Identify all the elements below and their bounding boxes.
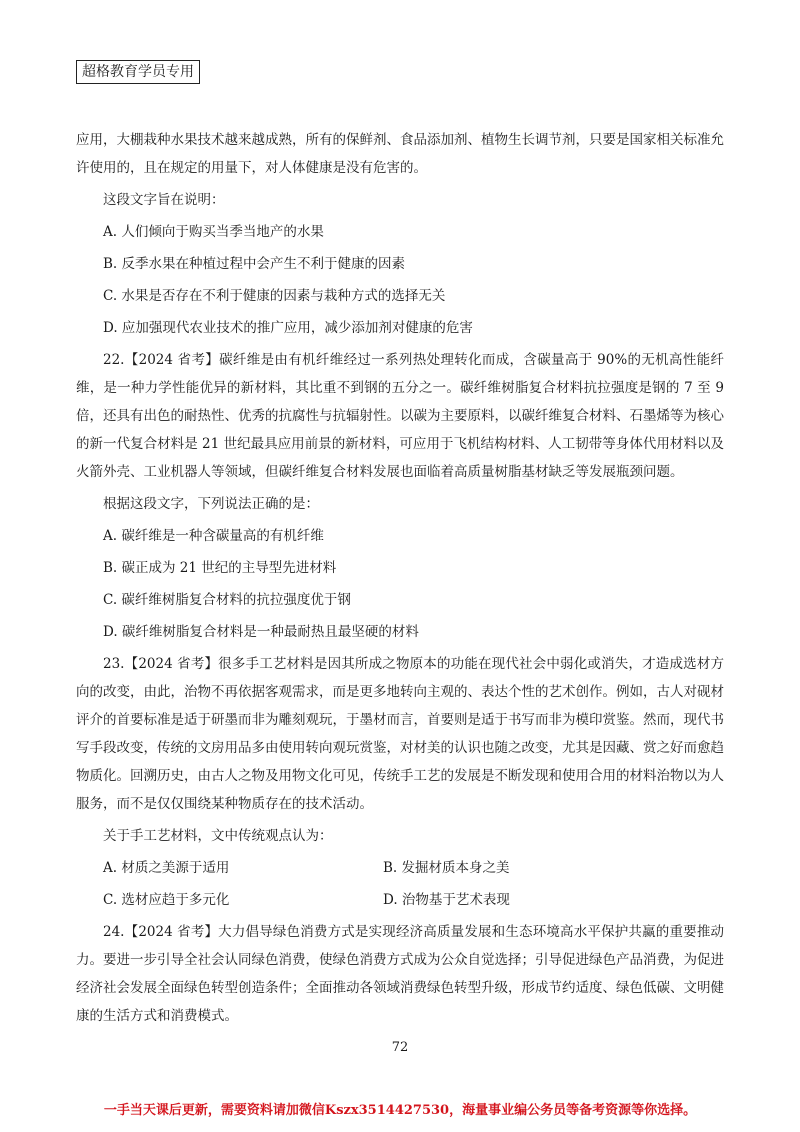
q22-option-c: C. 碳纤维树脂复合材料的抗拉强度优于钢: [103, 592, 351, 608]
q23-option-a: A. 材质之美源于适用: [103, 860, 230, 876]
q22-option-a: A. 碳纤维是一种含碳量高的有机纤维: [103, 528, 324, 544]
q24-stem: 24.【2024 省考】大力倡导绿色消费方式是实现经济高质量发展和生态环境高水平保护共赢的重要推动力。要进一步引导全社会认同绿色消费，使绿色消费方式成为公众自觉选择；引导促进绿色产品消费，为促进经济社会发展全面绿色转型创造条件；全面推动各领域消费绿色转型升级，形成节约适度、绿色低碳、文明健康的生活方式和消费模式。: [76, 924, 724, 1024]
q22-question: 根据这段文字，下列说法正确的是：: [103, 496, 319, 512]
intro-option-a: A. 人们倾向于购买当季当地产的水果: [103, 224, 324, 240]
intro-paragraph: 应用，大棚栽种水果技术越来越成熟，所有的保鲜剂、食品添加剂、植物生长调节剂，只要是国家相关标准允许使用的，且在规定的用量下，对人体健康是没有危害的。: [76, 132, 724, 176]
q23-options-row-2: [76, 886, 724, 914]
intro-option-d: D. 应加强现代农业技术的推广应用，减少添加剂对健康的危害: [103, 320, 473, 336]
q22-option-b: B. 碳正成为 21 世纪的主导型先进材料: [103, 560, 337, 576]
intro-option-c: C. 水果是否存在不利于健康的因素与栽种方式的选择无关: [103, 288, 446, 304]
q23-options-row-1: [76, 854, 724, 882]
q23-option-b: B. 发掘材质本身之美: [383, 860, 510, 876]
page-number: 72: [391, 1040, 409, 1055]
q23-option-c: C. 选材应趋于多元化: [103, 892, 230, 908]
q23-stem: 23.【2024 省考】很多手工艺材料是因其所成之物原本的功能在现代社会中弱化或消失，才造成选材方向的改变，由此，治物不再依据客观需求，而是更多地转向主观的、表达个性的艺术创作。例如，古人对砚材评介的首要标准是适于研墨而非为雕刻观玩，于墨材而言，首要则是适于书写而非为模印赏鉴。然而，现代书写手段改变，传统的文房用品多由使用转向观玩赏鉴，对材美的认识也随之改变，尤其是因藏、赏之好而愈趋物质化。回溯历史，由古人之物及用物文化可见，传统手工艺的发展是不断发现和使用合用的材料治物以为人服务，而不是仅仅围绕某种物质存在的技术活动。: [76, 656, 724, 812]
q22-stem: 22.【2024 省考】碳纤维是由有机纤维经过一系列热处理转化而成，含碳量高于 90%的无机高性能纤维，是一种力学性能优异的新材料，其比重不到钢的五分之一。碳纤维树脂复合材料抗拉强度是钢的 7 至 9 倍，还具有出色的耐热性、优秀的抗腐性与抗辐射性。以碳为主要原料，以碳纤维复合材料、石墨烯等为核心的新一代复合材料是 21 世纪最具应用前景的新材料，可应用于飞机结构材料、人工韧带等身体代用材料以及火箭外壳、工业机器人等领域，但碳纤维复合材料发展也面临着高质量树脂基材缺乏等发展瓶颈问题。: [76, 352, 724, 480]
q22-option-d: D. 碳纤维树脂复合材料是一种最耐热且最坚硬的材料: [103, 624, 419, 640]
footer-notice: 一手当天课后更新，需要资料请加微信Kszx3514427530，海量事业编公务员等备考资源等你选择。: [103, 1103, 697, 1118]
q23-option-d: D. 治物基于艺术表现: [383, 892, 510, 908]
intro-question: 这段文字旨在说明：: [103, 192, 225, 208]
q23-question: 关于手工艺材料，文中传统观点认为：: [103, 828, 333, 844]
header-label-box: 超格教育学员专用: [76, 60, 200, 84]
page-content: [76, 126, 724, 1034]
intro-option-b: B. 反季水果在种植过程中会产生不利于健康的因素: [103, 256, 406, 272]
